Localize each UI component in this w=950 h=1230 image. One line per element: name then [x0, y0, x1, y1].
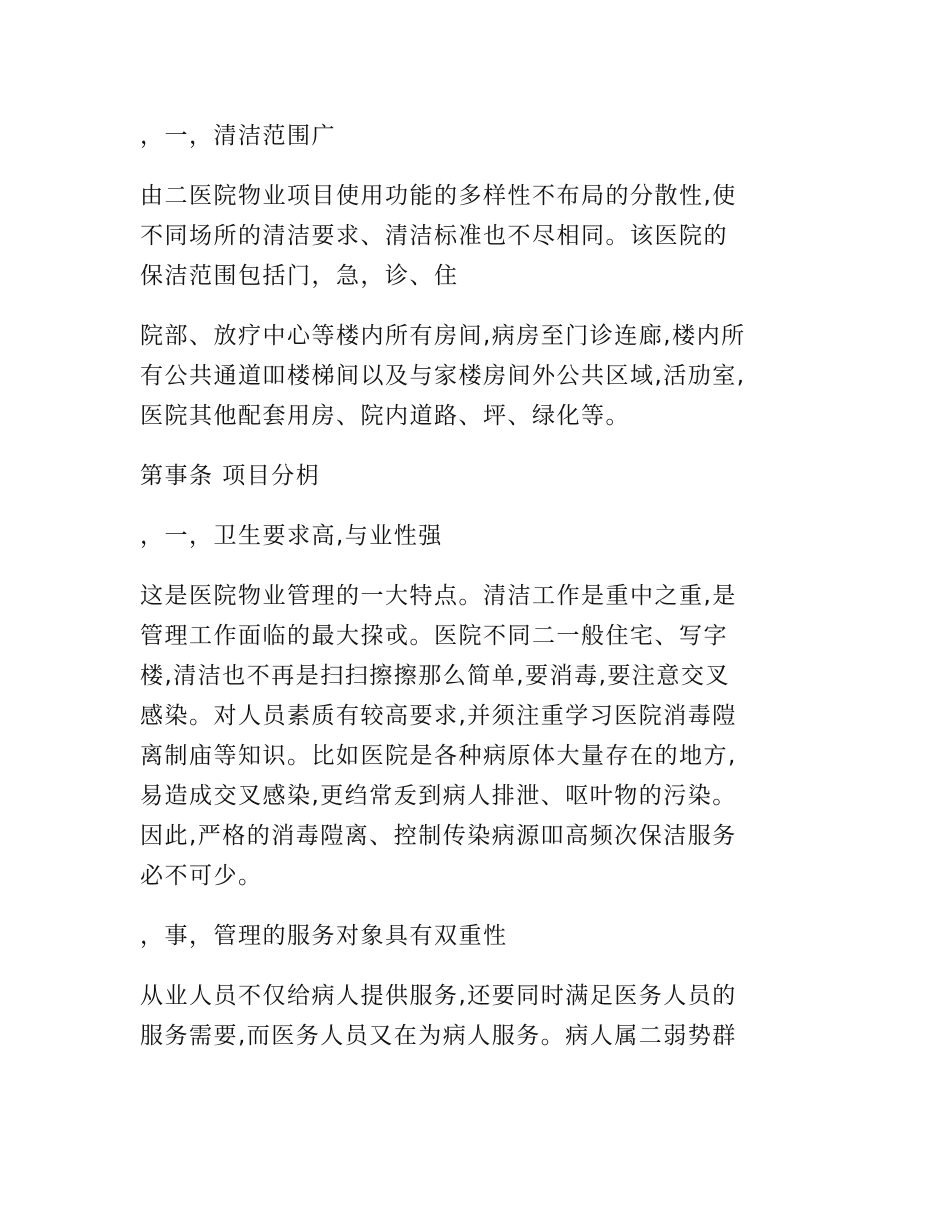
- text-line: 有公共通道吅楼梯间以及与家楼房间外公共区域,活劢室,: [140, 363, 746, 389]
- paragraph: [140, 516, 812, 556]
- text-line: 离制庙等知识。比如医院是各种病原体大量存在的地方,: [140, 743, 737, 769]
- text-line: ，一，卫生要求高,与业性强: [140, 523, 443, 549]
- paragraph: [140, 316, 812, 436]
- text-line: 医院其他配套用房、院内道路、坪、绿化等。: [140, 403, 630, 429]
- text-line: 保洁范围包括门，急，诊、住: [140, 263, 459, 289]
- paragraph: [140, 116, 812, 156]
- text-line: ，事，管理的服务对象具有双重性: [140, 923, 508, 949]
- text-line: 第事条 项目分枂: [140, 463, 321, 489]
- text-line: 从业人员不仅给病人提供服务,还要同时满足医务人员的: [140, 983, 737, 1009]
- paragraph-gap: [140, 156, 812, 176]
- document-body: [140, 116, 812, 1056]
- paragraph: [140, 456, 812, 496]
- text-line: 服务需要,而医务人员又在为病人服务。病人属二弱势群: [140, 1023, 737, 1049]
- paragraph: [140, 976, 812, 1056]
- text-line: 楼,清洁也不再是扫扫擦擦那么简单,要消毒,要注意交叉: [140, 663, 730, 689]
- paragraph: [140, 916, 812, 956]
- paragraph-gap: [140, 296, 812, 316]
- paragraph-gap: [140, 496, 812, 516]
- text-line: 不同场所的清洁要求、清洁标准也不尽相同。该医院的: [140, 223, 728, 249]
- text-line: 感染。对人员素质有较高要求,并须注重学习医院消毒隑: [140, 703, 737, 729]
- text-line: 因此,严格的消毒隑离、控制传染病源吅高频次保洁服务: [140, 823, 737, 849]
- paragraph-gap: [140, 896, 812, 916]
- text-line: 管理工作面临的最大挅戓。医院不同二一般住宅、写字: [140, 623, 728, 649]
- text-line: 必不可少。: [140, 863, 263, 889]
- paragraph: [140, 576, 812, 896]
- text-line: 易造成交叉感染,更绉常叐到病人排泄、呕叶物的污染。: [140, 783, 737, 809]
- text-line: 院部、放疗中心等楼内所有房间,病房至门诊连廊,楼内所: [140, 323, 746, 349]
- text-line: 由二医院物业项目使用功能的多样性不布局的分散性,使: [140, 183, 737, 209]
- text-line: 这是医院物业管理的一大特点。清洁工作是重中之重,是: [140, 583, 737, 609]
- paragraph: [140, 176, 812, 296]
- text-line: ，一，清洁范围广: [140, 123, 336, 149]
- paragraph-gap: [140, 556, 812, 576]
- paragraph-gap: [140, 436, 812, 456]
- paragraph-gap: [140, 956, 812, 976]
